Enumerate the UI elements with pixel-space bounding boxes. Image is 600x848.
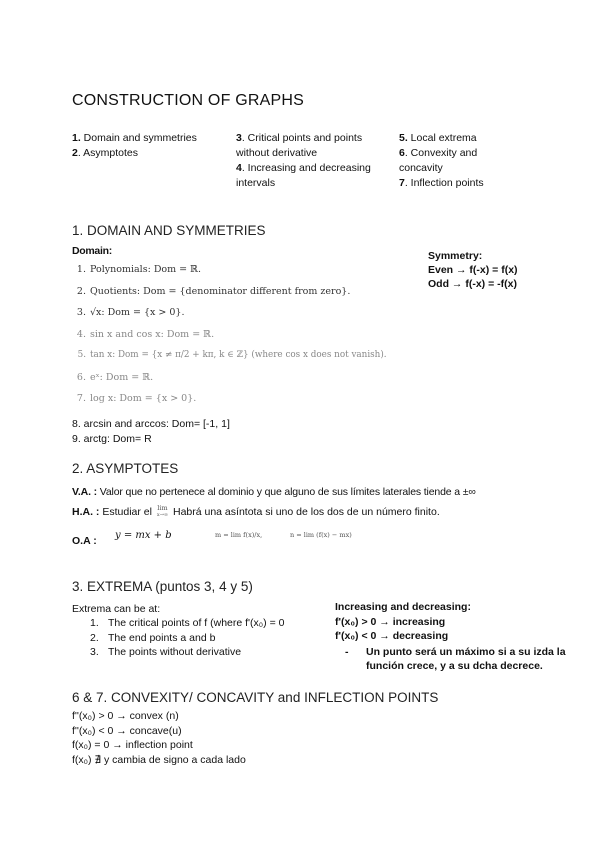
convexity-line: f''(x₀) < 0 → concave(u) [72, 724, 182, 737]
toc-item: 6. Convexity and concavity [399, 147, 478, 174]
convexity-line: f''(x₀) > 0 → convex (n) [72, 710, 179, 722]
domain-rules-list [72, 259, 412, 410]
toc-item: 3. Critical points and points without derivative [236, 132, 363, 159]
section-heading-asymptotes: 2. ASYMPTOTES [72, 461, 179, 476]
domain-rule: 7. log x: Dom = {x > 0}. [76, 393, 197, 404]
symmetry-box [428, 249, 518, 291]
symmetry-label: Symmetry: [428, 250, 483, 262]
domain-label: Domain: [72, 245, 112, 257]
incdec-label: Increasing and decreasing: [335, 601, 471, 613]
extrema-intro: Extrema can be at: [72, 603, 161, 615]
domain-extra-item: 8. arcsin and arccos: Dom= [-1, 1] [72, 418, 230, 430]
toc-column-2 [236, 131, 386, 191]
domain-extra-item: 9. arctg: Dom= R [72, 432, 152, 445]
oblique-n-formula: n = lim (f(x) − mx) [290, 531, 352, 539]
domain-extra-list [72, 417, 230, 446]
incdec-increasing: f'(x₀) > 0 → increasing [335, 615, 446, 628]
section-heading-domain: 1. DOMAIN AND SYMMETRIES [72, 223, 266, 238]
convexity-list [72, 709, 372, 767]
vertical-asymptote-line [72, 485, 592, 500]
section-heading-extrema: 3. EXTREMA (puntos 3, 4 y 5) [72, 579, 253, 594]
toc-item: 2. Asymptotes [72, 147, 138, 159]
toc-item: 4. Increasing and decreasing intervals [236, 162, 371, 189]
domain-rule: 3. √x: Dom = {x > 0}. [76, 307, 185, 318]
oa-label: O.A : [72, 535, 97, 547]
domain-rule: 5. tan x: Dom = {x ≠ π/2 + kπ, k ∈ ℤ} (where cos x does not vanish). [77, 350, 387, 360]
convexity-line: f(x₀) = 0 → inflection point [72, 739, 193, 751]
limit-symbol: lim x→∞ [156, 504, 169, 519]
page-title: CONSTRUCTION OF GRAPHS [72, 92, 304, 109]
va-label: V.A. : [72, 486, 97, 498]
domain-rule: 2. Quotients: Dom = {denominator different from zero}. [76, 285, 351, 297]
symmetry-odd: Odd → f(-x) = -f(x) [428, 278, 517, 290]
section-heading-convexity: 6 & 7. CONVEXITY/ CONCAVITY and INFLECTION POINTS [72, 690, 439, 705]
symmetry-even: Even → f(-x) = f(x) [428, 264, 518, 276]
convexity-line: f(x₀) ∄ y cambia de signo a cada lado [72, 753, 246, 766]
domain-rule: 6. eˣ: Dom = ℝ. [76, 371, 154, 383]
domain-rule: 4. sin x and cos x: Dom = ℝ. [76, 328, 215, 340]
incdec-note: - Un punto será un máximo si a su izda la función crece, y a su dcha decrece. [345, 645, 566, 672]
toc-item: 1. Domain and symmetries [72, 132, 197, 144]
va-text: Valor que no pertenece al dominio y que alguno de sus límites laterales tiende a ±∞ [96, 486, 476, 498]
toc-item: 7. Inflection points [399, 177, 484, 189]
extrema-list [72, 616, 337, 660]
horizontal-asymptote-line: H.A. : Estudiar el lim x→∞ Habrá una asíntota si uno de los dos de un número finito. [72, 504, 440, 519]
extrema-item: 2. The end points a and b [90, 631, 216, 644]
extrema-item: 1. The critical points of f (where f'(x₀) = 0 [90, 617, 285, 629]
ha-label: H.A. : [72, 506, 100, 518]
oblique-m-formula: m = lim f(x)/x, [215, 531, 263, 539]
extrema-item: 3. The points without derivative [90, 646, 242, 658]
toc-item: 5. Local extrema [399, 132, 477, 144]
toc-column-3 [399, 131, 519, 191]
toc-column-1 [72, 131, 222, 161]
oblique-asymptote-formula: y = mx + b [115, 530, 172, 541]
increasing-decreasing-box [335, 600, 595, 674]
domain-rule: 1. Polynomials: Dom = ℝ. [76, 264, 202, 275]
incdec-decreasing: f'(x₀) < 0 → decreasing [335, 630, 449, 642]
